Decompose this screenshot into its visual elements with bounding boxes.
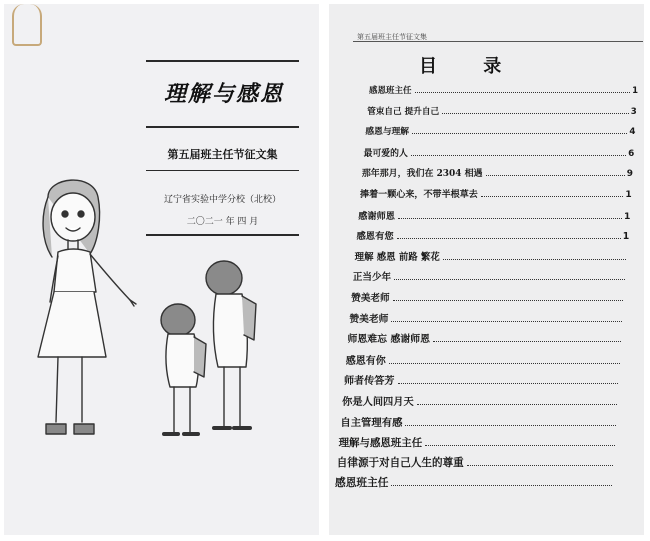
toc-entry-label: 赞美老师 bbox=[351, 293, 390, 304]
toc-leader-dots bbox=[415, 92, 631, 93]
toc-entry-page: 1 bbox=[632, 86, 638, 96]
toc-entry-label: 感恩有你 bbox=[345, 355, 386, 367]
toc-leader-dots bbox=[442, 113, 629, 114]
teacher-students-illustration bbox=[18, 172, 288, 457]
toc-entry-label: 感恩班主任 bbox=[369, 86, 412, 96]
toc-entry-label: 赞美老师 bbox=[349, 313, 389, 325]
toc-entry-page: 1 bbox=[625, 190, 632, 200]
toc-leader-dots bbox=[391, 321, 622, 322]
toc-entry-label: 管束自己 提升自己 bbox=[367, 106, 440, 117]
toc-leader-dots bbox=[394, 279, 625, 280]
cover-title: 理解与感恩 bbox=[163, 81, 284, 107]
running-header: 第五届班主任节征文集 bbox=[357, 33, 427, 41]
toc-leader-dots bbox=[481, 196, 624, 197]
toc-leader-dots bbox=[486, 175, 625, 176]
toc-entry-page: 3 bbox=[630, 106, 637, 117]
toc-leader-dots bbox=[411, 155, 626, 156]
toc-entry bbox=[337, 455, 615, 470]
toc-entry-page: 1 bbox=[624, 210, 631, 222]
toc-leader-dots bbox=[467, 465, 614, 466]
toc-entry bbox=[356, 228, 629, 242]
toc-entry-page: 9 bbox=[626, 169, 633, 180]
subtitle-rule bbox=[146, 170, 299, 171]
toc-leader-dots bbox=[417, 404, 617, 405]
toc-entry bbox=[365, 125, 635, 137]
toc-entry bbox=[360, 187, 632, 200]
toc-entry-label: 理解与感恩班主任 bbox=[338, 437, 423, 450]
toc-entry-label: 最可爱的人 bbox=[363, 148, 408, 159]
toc-entry-label: 师恩难忘 感谢师恩 bbox=[347, 334, 430, 346]
toc-leader-dots bbox=[391, 485, 612, 486]
toc-entry bbox=[348, 331, 623, 345]
toc-entry bbox=[346, 352, 622, 367]
toc-entry-label: 自律源于对自己人生的尊重 bbox=[336, 456, 464, 469]
toc-entry-label: 感恩班主任 bbox=[335, 476, 389, 490]
title-top-rule bbox=[146, 60, 299, 62]
toc-entry bbox=[355, 249, 628, 263]
toc-leader-dots bbox=[405, 425, 615, 426]
cover-date: 二〇二一 年 四 月 bbox=[186, 217, 259, 227]
toc-leader-dots bbox=[397, 238, 621, 239]
toc-page bbox=[329, 4, 644, 535]
toc-entry bbox=[362, 166, 633, 179]
toc-entry bbox=[340, 414, 617, 429]
toc-list bbox=[329, 4, 644, 535]
toc-leader-dots bbox=[398, 383, 619, 384]
toc-entry bbox=[335, 475, 614, 490]
toc-entry-label: 正当少年 bbox=[352, 272, 392, 284]
toc-entry bbox=[349, 311, 624, 325]
toc-entry bbox=[342, 393, 619, 408]
cover-page bbox=[4, 4, 319, 535]
toc-leader-dots bbox=[398, 218, 622, 219]
toc-entry-label: 捧着一颗心来，不带半根草去 bbox=[360, 189, 478, 200]
cover-subtitle: 第五届班主任节征文集 bbox=[167, 148, 278, 161]
toc-entry-label: 理解 感恩 前路 繁花 bbox=[354, 251, 440, 263]
toc-title: 目 录 bbox=[419, 56, 522, 77]
toc-leader-dots bbox=[393, 300, 624, 301]
toc-entry bbox=[364, 146, 635, 159]
toc-leader-dots bbox=[433, 341, 621, 342]
toc-entry-label: 师者传答芳 bbox=[343, 375, 395, 388]
toc-entry bbox=[344, 372, 620, 387]
toc-leader-dots bbox=[425, 445, 614, 446]
toc-entry-page: 6 bbox=[628, 148, 635, 159]
toc-entry bbox=[358, 208, 630, 222]
toc-entry bbox=[367, 105, 637, 117]
toc-entry bbox=[353, 269, 627, 283]
toc-entry-label: 自主管理有感 bbox=[340, 416, 403, 429]
paper-clip bbox=[12, 4, 42, 46]
title-bottom-rule bbox=[146, 126, 299, 128]
toc-entry bbox=[369, 84, 638, 96]
toc-leader-dots bbox=[389, 363, 620, 364]
toc-entry-page: 4 bbox=[629, 127, 636, 138]
toc-entry-label: 你是人间四月天 bbox=[342, 396, 414, 408]
toc-entry-page: 1 bbox=[622, 231, 630, 243]
toc-entry bbox=[351, 290, 625, 304]
toc-entry-label: 感谢师恩 bbox=[358, 210, 395, 222]
toc-entry-label: 那年那月，我们在 2304 相遇 bbox=[361, 169, 483, 180]
toc-entry bbox=[339, 434, 617, 449]
toc-leader-dots bbox=[443, 259, 626, 260]
toc-entry-label: 感恩与理解 bbox=[365, 127, 409, 138]
cover-school: 辽宁省实验中学分校（北校） bbox=[163, 195, 281, 205]
toc-leader-dots bbox=[412, 133, 627, 134]
toc-entry-label: 感恩有您 bbox=[356, 231, 394, 243]
